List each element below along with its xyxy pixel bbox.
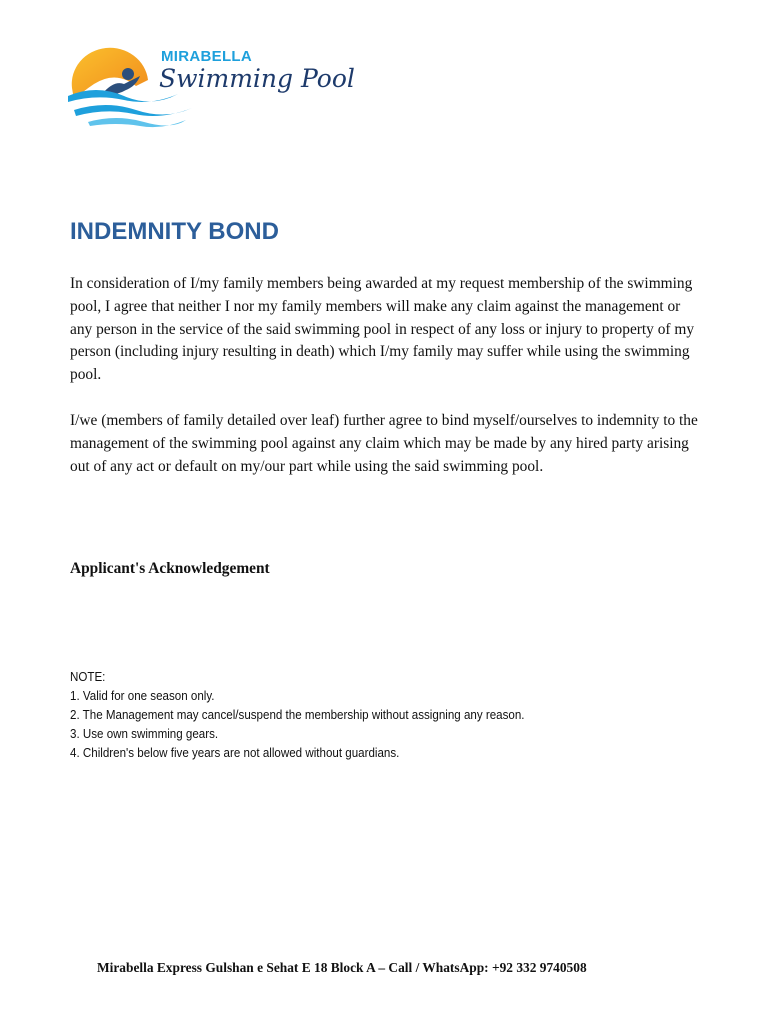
document-title: INDEMNITY BOND bbox=[70, 218, 279, 245]
wave-icon-2 bbox=[74, 105, 192, 116]
acknowledgement-heading: Applicant's Acknowledgement bbox=[70, 560, 270, 577]
brand-name: MIRABELLA bbox=[161, 48, 253, 65]
note-list bbox=[70, 687, 524, 763]
footer-contact: Mirabella Express Gulshan e Sehat E 18 Block A – Call / WhatsApp: +92 332 9740508 bbox=[97, 960, 587, 975]
note-item: 3. Use own swimming gears. bbox=[70, 727, 219, 741]
paragraph-consideration: In consideration of I/my family members being awarded at my request membership of the swimming pool, I agree that neither I nor my family members will make any claim against the management or any person in the service of the said swimming pool in respect of any loss or injury to property of my person (including injury resulting in death) which I/my family may suffer while using the swimming pool. bbox=[70, 275, 695, 384]
paragraph-indemnity: I/we (members of family detailed over leaf) further agree to bind myself/ourselves to indemnity to the management of the swimming pool against any claim which may be made by any hired party arising out of any act or default on my/our part while using the said swimming pool. bbox=[70, 412, 698, 475]
brand-subtitle: Swimming Pool bbox=[159, 64, 355, 93]
swimmer-head-icon bbox=[122, 68, 134, 80]
wave-icon-3 bbox=[88, 118, 186, 127]
note-item: 1. Valid for one season only. bbox=[70, 689, 215, 703]
note-heading: NOTE: bbox=[70, 670, 106, 684]
brand-logo bbox=[66, 40, 355, 130]
note-section bbox=[70, 668, 524, 763]
note-item: 2. The Management may cancel/suspend the membership without assigning any reason. bbox=[70, 708, 525, 722]
note-item: 4. Children's below five years are not allowed without guardians. bbox=[70, 746, 400, 760]
